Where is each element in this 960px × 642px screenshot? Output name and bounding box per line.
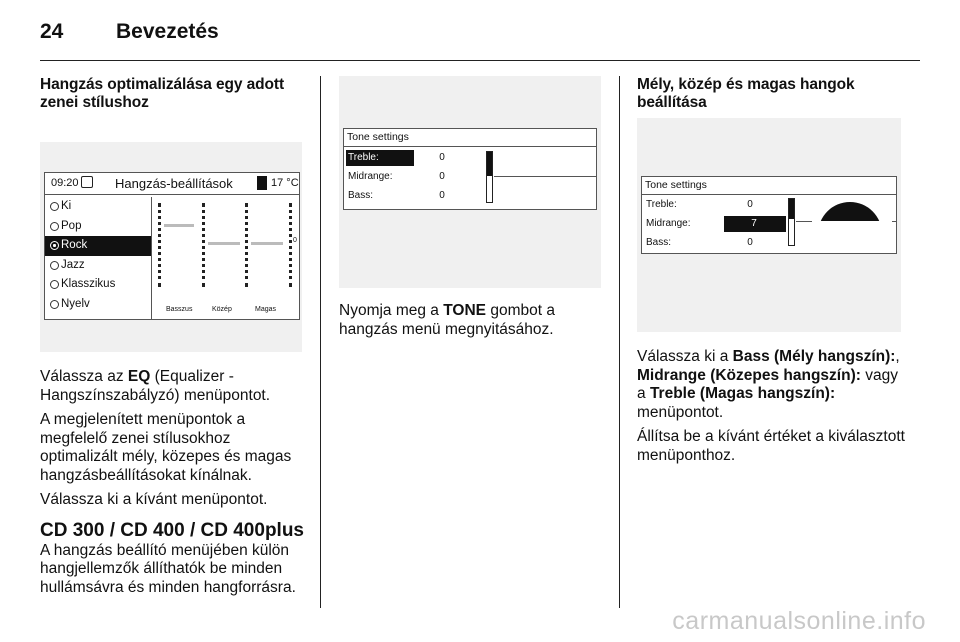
slider-baseline	[494, 176, 596, 177]
watermark: carmanualsonline.info	[672, 607, 926, 635]
menu-item-pop[interactable]: Pop	[45, 217, 151, 237]
page-header	[40, 18, 920, 48]
radio-icon	[50, 280, 59, 289]
screen-divider	[344, 146, 596, 147]
radio-icon	[50, 202, 59, 211]
section-heading: Hangzás optimalizálása egy adott zenei stílushoz	[40, 76, 285, 111]
screen-title: Tone settings	[645, 179, 707, 191]
screen-title: Hangzás-beállítások	[115, 176, 233, 191]
figure-tone-settings	[339, 76, 601, 288]
paragraph: Nyomja meg a TONE gombot a hangzás menü megnyitásához.	[339, 302, 555, 338]
radio-icon	[50, 261, 59, 270]
tone-value-treble: 0	[439, 152, 445, 163]
tone-row-treble[interactable]: Treble: 0	[646, 199, 753, 210]
menu-item-ki[interactable]: Ki	[45, 197, 151, 217]
menu-item-nyelv[interactable]: Nyelv	[45, 295, 151, 315]
radio-selected-icon	[50, 241, 59, 250]
right-column	[637, 76, 907, 465]
screen-divider	[642, 194, 896, 195]
clock-time: 09:20	[51, 177, 79, 189]
paragraph: Válassza ki a Bass (Mély hangszín):, Midrange (Közepes hangszín): vagy a Treble (Magas hangszín): menüpontot.	[637, 348, 900, 421]
tone-row-midrange[interactable]: Midrange:	[646, 218, 691, 229]
column-divider	[320, 76, 321, 608]
temperature: 17 °C	[271, 177, 299, 189]
style-menu	[45, 197, 151, 314]
menu-item-klasszikus[interactable]: Klasszikus	[45, 275, 151, 295]
figure-sound-settings	[40, 142, 302, 352]
screen-status-bar	[45, 173, 299, 195]
tone-settings-screen	[343, 128, 597, 210]
tone-value-midrange: 7	[724, 216, 786, 232]
menu-item-rock[interactable]: Rock	[45, 236, 151, 256]
radio-icon	[50, 222, 59, 231]
eq-label-treble: Magas	[255, 306, 277, 313]
middle-column	[339, 76, 609, 339]
paragraph: Állítsa be a kívánt értéket a kiválasztott menüponthoz.	[637, 428, 905, 464]
screen-title: Tone settings	[347, 131, 409, 143]
tone-row-treble[interactable]: Treble:	[346, 150, 414, 166]
tone-slider-fill	[789, 199, 794, 219]
paragraph: A hangzás beállító menüjében külön hangjellemzők állíthatók be minden hullámsávra és minden hangforrásra.	[40, 541, 296, 596]
eq-scale-bar	[158, 203, 161, 287]
tone-adjust-screen	[641, 176, 897, 254]
header-divider	[40, 60, 920, 61]
eq-label-bass: Basszus	[166, 306, 193, 313]
section-title: CD 300 / CD 400 / CD 400plus	[40, 519, 304, 541]
eq-treble-level	[251, 242, 283, 245]
tone-slider[interactable]	[486, 151, 493, 203]
eq-bass-bar	[202, 203, 205, 287]
eq-zero-label: 0	[293, 237, 297, 244]
page-number: 24	[40, 20, 64, 43]
eq-label-mid: Közép	[212, 306, 232, 313]
eq-mid-bar	[245, 203, 248, 287]
tone-row-bass[interactable]: Bass: 0	[348, 190, 445, 201]
eq-mid-level	[208, 242, 240, 245]
paragraph: A megjelenített menüpontok a megfelelő zenei stílusokhoz optimalizált mély, közepes és magas hangzásbeállításokat kínálnak.	[40, 411, 292, 484]
column-divider	[619, 76, 620, 608]
menu-item-jazz[interactable]: Jazz	[45, 256, 151, 276]
tone-row-bass[interactable]: Bass: 0	[646, 237, 753, 248]
page-title: Bevezetés	[116, 20, 219, 43]
eq-bass-level	[164, 224, 194, 227]
paragraph: Válassza ki a kívánt menüpontot.	[40, 491, 268, 508]
level-curve-mask	[812, 221, 892, 243]
paragraph: Válassza az EQ (Equalizer - Hangszínszabályzó) menüpontot.	[40, 368, 271, 404]
tone-slider[interactable]	[788, 198, 795, 246]
tone-row-midrange[interactable]: Midrange: 0	[348, 171, 445, 182]
figure-tone-adjust	[637, 118, 901, 332]
sound-settings-screen	[44, 172, 300, 320]
clock-icon	[81, 176, 93, 188]
eq-treble-bar	[289, 203, 292, 287]
tone-slider-fill	[487, 152, 492, 176]
radio-icon	[50, 300, 59, 309]
left-column	[40, 76, 310, 597]
section-heading: Mély, közép és magas hangok beállítása	[637, 76, 855, 111]
thermometer-icon	[257, 176, 267, 190]
equalizer-panel	[151, 197, 299, 319]
